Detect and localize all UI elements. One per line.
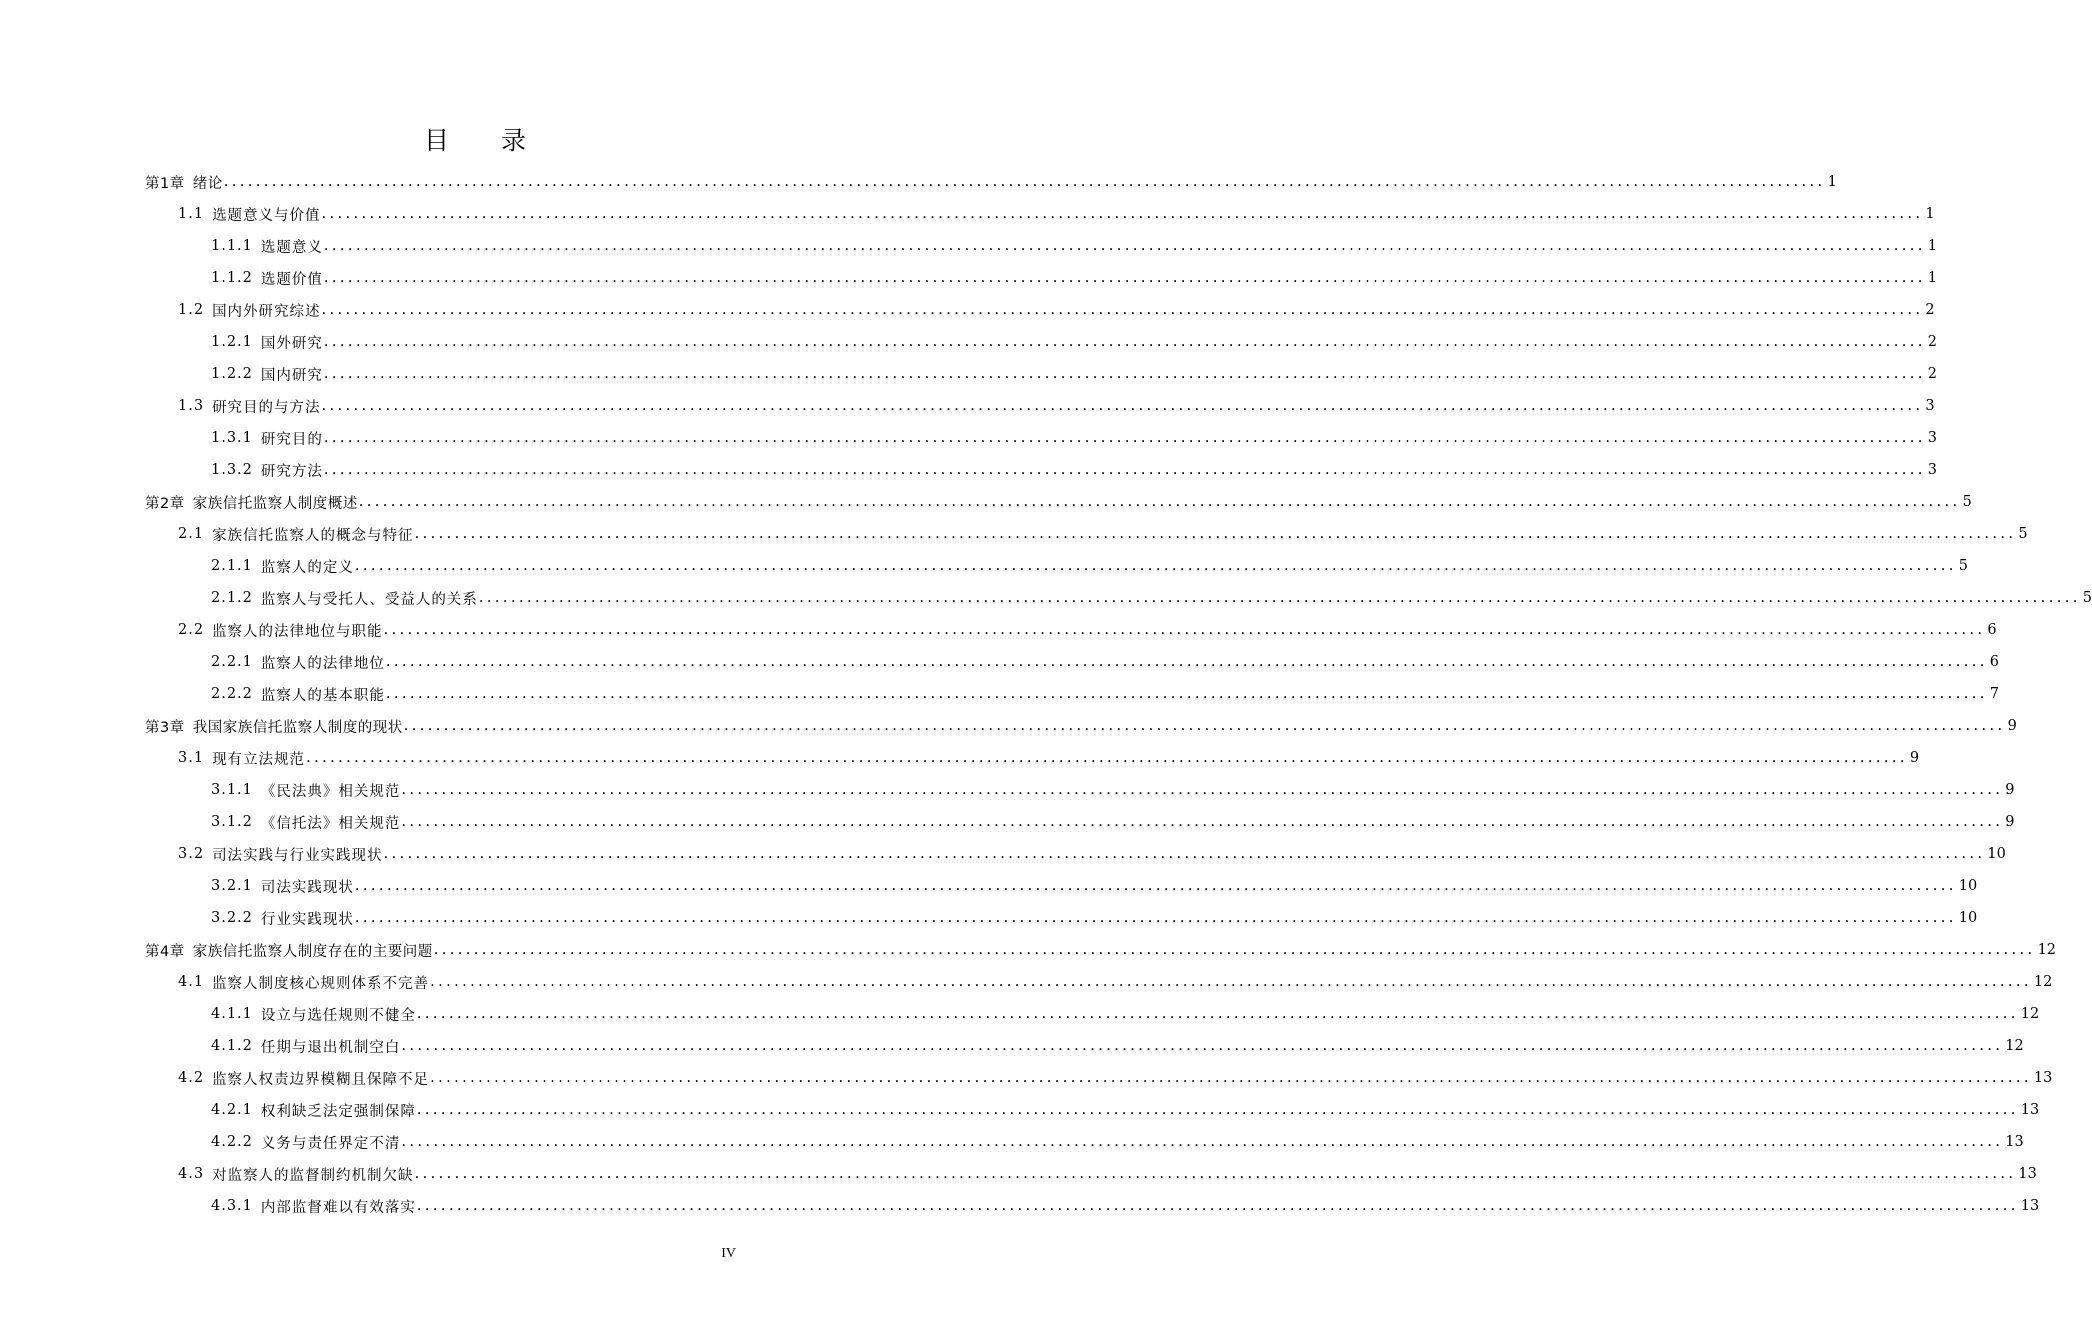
- toc-entry-number: 3.2.1: [211, 878, 253, 894]
- toc-entry-page-number: 12: [2033, 974, 2053, 990]
- toc-entry-page-number: 3: [1925, 398, 1935, 414]
- toc-entry-page-number: 9: [1909, 750, 1920, 766]
- toc-subsection-entry[interactable]: [211, 1126, 2024, 1158]
- toc-entry-number: 4.3: [178, 1166, 205, 1182]
- toc-chapter-entry[interactable]: [145, 166, 1837, 198]
- toc-entry-page-number: 13: [2005, 1134, 2024, 1150]
- toc-section-entry[interactable]: [178, 390, 1935, 422]
- toc-entry-page-number: 13: [2018, 1166, 2037, 1182]
- toc-subsection-entry[interactable]: [211, 1094, 2040, 1126]
- toc-dot-leader: ........................................................................................................................................................................................................: [401, 814, 2004, 830]
- toc-entry-number: 4.1.2: [211, 1038, 253, 1054]
- toc-dot-leader: ........................................................................................................................................................................................................: [383, 622, 1986, 638]
- toc-entry-page-number: 9: [2007, 718, 2017, 734]
- toc-entry-number: 2.2.1: [211, 654, 253, 670]
- toc-entry-page-number: 1: [1927, 270, 1937, 286]
- toc-entry-title: 监察人的定义: [260, 559, 354, 576]
- toc-entry-title: 司法实践现状: [260, 879, 354, 896]
- toc-subsection-entry[interactable]: [211, 806, 2015, 838]
- toc-entry-title: 设立与选任规则不健全: [260, 1007, 416, 1024]
- toc-entry-page-number: 2: [1927, 366, 1937, 382]
- toc-entry-page-number: 13: [2020, 1198, 2040, 1214]
- toc-entry-page-number: 6: [1987, 622, 1997, 638]
- toc-entry-title: 监察人的基本职能: [260, 687, 385, 704]
- toc-subsection-entry[interactable]: [211, 422, 1937, 454]
- toc-entry-page-number: 3: [1927, 430, 1937, 446]
- toc-dot-leader: ........................................................................................................................................................................................................: [414, 526, 2017, 542]
- toc-entry-title: 监察人的法律地位: [260, 655, 385, 672]
- toc-entry-page-number: 10: [1958, 878, 1978, 894]
- toc-dot-leader: ........................................................................................................................................................................................................: [416, 1198, 2019, 1214]
- toc-entry-title: 监察人的法律地位与职能: [212, 623, 383, 640]
- toc-entry-number: 3.2.2: [211, 910, 253, 926]
- toc-entry-number: 1.1: [178, 206, 205, 222]
- toc-entry-number: 2.2.2: [211, 686, 253, 702]
- toc-entry-title: 内部监督难以有效落实: [260, 1199, 416, 1216]
- toc-subsection-entry[interactable]: [211, 358, 1937, 390]
- toc-entry-title: 选题意义与价值: [212, 207, 321, 224]
- toc-entry-number: 3.2: [178, 846, 205, 862]
- toc-subsection-entry[interactable]: [211, 326, 1937, 358]
- toc-entry-page-number: 3: [1927, 462, 1937, 478]
- toc-entry-page-number: 1: [1827, 174, 1837, 190]
- toc-dot-leader: ........................................................................................................................................................................................................: [416, 1102, 2019, 1118]
- toc-entry-title: 选题意义: [260, 239, 323, 256]
- toc-entry-number: 第1章: [145, 175, 185, 192]
- toc-dot-leader: ........................................................................................................................................................................................................: [306, 750, 1908, 766]
- toc-entry-page-number: 12: [2020, 1006, 2040, 1022]
- toc-dot-leader: ........................................................................................................................................................................................................: [383, 846, 1986, 862]
- toc-entry-page-number: 12: [2005, 1038, 2024, 1054]
- toc-dot-leader: ........................................................................................................................................................................................................: [385, 654, 1988, 670]
- toc-entry-number: 2.1: [178, 526, 205, 542]
- toc-subsection-entry[interactable]: [211, 998, 2040, 1030]
- toc-entry-title: 《信托法》相关规范: [260, 815, 401, 832]
- toc-entry-title: 家族信托监察人的概念与特征: [212, 527, 414, 544]
- toc-entry-title: 监察人权责边界模糊且保障不足: [212, 1071, 430, 1088]
- toc-entry-number: 第3章: [145, 719, 185, 736]
- toc-entry-number: 4.1.1: [211, 1006, 253, 1022]
- toc-entry-title: 司法实践与行业实践现状: [212, 847, 383, 864]
- toc-subsection-entry[interactable]: [211, 774, 2015, 806]
- toc-entry-number: 4.1: [178, 974, 205, 990]
- toc-entry-number: 1.1.2: [211, 270, 253, 286]
- toc-dot-leader: ........................................................................................................................................................................................................: [321, 302, 1924, 318]
- page-title: 目 录: [424, 126, 548, 155]
- toc-entry-number: 1.1.1: [211, 238, 253, 254]
- toc-entry-page-number: 10: [1958, 910, 1978, 926]
- toc-section-entry[interactable]: [178, 1158, 2037, 1190]
- toc-section-entry[interactable]: [178, 518, 2028, 550]
- toc-section-entry[interactable]: [178, 966, 2053, 998]
- toc-entry-title: 权利缺乏法定强制保障: [260, 1103, 416, 1120]
- toc-subsection-entry[interactable]: [211, 1190, 2040, 1222]
- toc-chapter-entry[interactable]: [145, 486, 1972, 518]
- toc-section-entry[interactable]: [178, 838, 2006, 870]
- toc-entry-page-number: 9: [2005, 782, 2015, 798]
- toc-dot-leader: ........................................................................................................................................................................................................: [478, 590, 2081, 606]
- toc-dot-leader: ........................................................................................................................................................................................................: [416, 1006, 2019, 1022]
- toc-subsection-entry[interactable]: [211, 582, 2092, 614]
- toc-entry-number: 4.2.1: [211, 1102, 253, 1118]
- toc-entry-page-number: 13: [2033, 1070, 2053, 1086]
- toc-dot-leader: ........................................................................................................................................................................................................: [401, 782, 2004, 798]
- toc-entry-title: 现有立法规范: [212, 751, 306, 768]
- toc-entry-number: 1.2.2: [211, 366, 253, 382]
- toc-entry-title: 研究目的与方法: [212, 399, 321, 416]
- toc-entry-title: 我国家族信托监察人制度的现状: [192, 719, 403, 736]
- toc-dot-leader: ........................................................................................................................................................................................................: [323, 462, 1926, 478]
- toc-dot-leader: ........................................................................................................................................................................................................: [385, 686, 1988, 702]
- toc-entry-number: 第2章: [145, 495, 185, 512]
- toc-entry-page-number: 13: [2020, 1102, 2040, 1118]
- toc-entry-page-number: 5: [1962, 494, 1972, 510]
- toc-entry-page-number: 7: [1989, 686, 1999, 702]
- toc-entry-title: 国内研究: [260, 367, 323, 384]
- toc-section-entry[interactable]: [178, 294, 1935, 326]
- toc-dot-leader: ........................................................................................................................................................................................................: [403, 718, 2006, 734]
- toc-entry-title: 家族信托监察人制度存在的主要问题: [192, 943, 433, 960]
- toc-subsection-entry[interactable]: [211, 550, 1968, 582]
- toc-entry-title: 国内外研究综述: [212, 303, 321, 320]
- toc-entry-page-number: 1: [1927, 238, 1937, 254]
- toc-subsection-entry[interactable]: [211, 230, 1937, 262]
- toc-subsection-entry[interactable]: [211, 1030, 2024, 1062]
- toc-entry-title: 对监察人的监督制约机制欠缺: [212, 1167, 414, 1184]
- toc-entry-number: 4.2: [178, 1070, 205, 1086]
- toc-entry-page-number: 5: [2018, 526, 2028, 542]
- toc-entry-title: 国外研究: [260, 335, 323, 352]
- toc-dot-leader: ........................................................................................................................................................................................................: [430, 1070, 2032, 1086]
- toc-entry-title: 任期与退出机制空白: [260, 1039, 401, 1056]
- toc-dot-leader: ........................................................................................................................................................................................................: [223, 174, 1826, 190]
- toc-entry-number: 1.2: [178, 302, 205, 318]
- toc-entry-number: 2.1.2: [211, 590, 253, 606]
- toc-entry-number: 3.1.1: [211, 782, 253, 798]
- toc-dot-leader: ........................................................................................................................................................................................................: [401, 1134, 2004, 1150]
- toc-entry-number: 3.1.2: [211, 814, 253, 830]
- toc-dot-leader: ........................................................................................................................................................................................................: [321, 398, 1924, 414]
- toc-dot-leader: ........................................................................................................................................................................................................: [323, 366, 1926, 382]
- toc-entry-title: 监察人与受托人、受益人的关系: [260, 591, 478, 608]
- toc-dot-leader: ........................................................................................................................................................................................................: [323, 238, 1926, 254]
- toc-entry-number: 第4章: [145, 943, 185, 960]
- toc-entry-title: 绪论: [192, 175, 223, 192]
- toc-entry-number: 2.1.1: [211, 558, 253, 574]
- toc-entry-number: 4.2.2: [211, 1134, 253, 1150]
- toc-dot-leader: ........................................................................................................................................................................................................: [354, 878, 1957, 894]
- toc-subsection-entry[interactable]: [211, 902, 1978, 934]
- toc-entry-number: 1.3: [178, 398, 205, 414]
- toc-entry-page-number: 12: [2037, 942, 2057, 958]
- toc-section-entry[interactable]: [178, 1062, 2053, 1094]
- toc-dot-leader: ........................................................................................................................................................................................................: [401, 1038, 2004, 1054]
- toc-entry-number: 4.3.1: [211, 1198, 253, 1214]
- toc-dot-leader: ........................................................................................................................................................................................................: [354, 558, 1957, 574]
- toc-entry-number: 3.1: [178, 750, 205, 766]
- toc-entry-number: 1.3.2: [211, 462, 253, 478]
- toc-entry-page-number: 2: [1925, 302, 1935, 318]
- toc-entry-page-number: 9: [2005, 814, 2015, 830]
- toc-entry-page-number: 5: [2082, 590, 2092, 606]
- toc-dot-leader: ........................................................................................................................................................................................................: [430, 974, 2032, 990]
- toc-subsection-entry[interactable]: [211, 678, 1999, 710]
- toc-chapter-entry[interactable]: [145, 934, 2057, 966]
- toc-entry-title: 行业实践现状: [260, 911, 354, 928]
- toc-entry-number: 1.3.1: [211, 430, 253, 446]
- toc-dot-leader: ........................................................................................................................................................................................................: [321, 206, 1924, 222]
- toc-entry-title: 选题价值: [260, 271, 323, 288]
- toc-entry-title: 《民法典》相关规范: [260, 783, 401, 800]
- toc-entry-page-number: 6: [1989, 654, 1999, 670]
- toc-chapter-entry[interactable]: [145, 710, 2017, 742]
- page-number-footer: IV: [721, 1246, 736, 1261]
- toc-dot-leader: ........................................................................................................................................................................................................: [323, 334, 1926, 350]
- toc-entry-number: 1.2.1: [211, 334, 253, 350]
- toc-entry-page-number: 10: [1987, 846, 2006, 862]
- toc-dot-leader: ........................................................................................................................................................................................................: [354, 910, 1957, 926]
- toc-section-entry[interactable]: [178, 742, 1920, 774]
- toc-dot-leader: ........................................................................................................................................................................................................: [414, 1166, 2017, 1182]
- toc-subsection-entry[interactable]: [211, 262, 1937, 294]
- toc-entry-number: 2.2: [178, 622, 205, 638]
- toc-dot-leader: ........................................................................................................................................................................................................: [323, 270, 1926, 286]
- toc-entry-page-number: 5: [1958, 558, 1968, 574]
- toc-subsection-entry[interactable]: [211, 454, 1937, 486]
- toc-dot-leader: ........................................................................................................................................................................................................: [433, 942, 2036, 958]
- toc-dot-leader: ........................................................................................................................................................................................................: [323, 430, 1926, 446]
- toc-entry-page-number: 2: [1927, 334, 1937, 350]
- toc-section-entry[interactable]: [178, 198, 1935, 230]
- toc-dot-leader: ........................................................................................................................................................................................................: [358, 494, 1961, 510]
- toc-subsection-entry[interactable]: [211, 646, 1999, 678]
- toc-entry-title: 研究目的: [260, 431, 323, 448]
- toc-entry-title: 义务与责任界定不清: [260, 1135, 401, 1152]
- toc-subsection-entry[interactable]: [211, 870, 1978, 902]
- toc-section-entry[interactable]: [178, 614, 1997, 646]
- toc-entry-title: 监察人制度核心规则体系不完善: [212, 975, 430, 992]
- toc-entry-title: 研究方法: [260, 463, 323, 480]
- toc-entry-title: 家族信托监察人制度概述: [192, 495, 358, 512]
- toc-entry-page-number: 1: [1925, 206, 1935, 222]
